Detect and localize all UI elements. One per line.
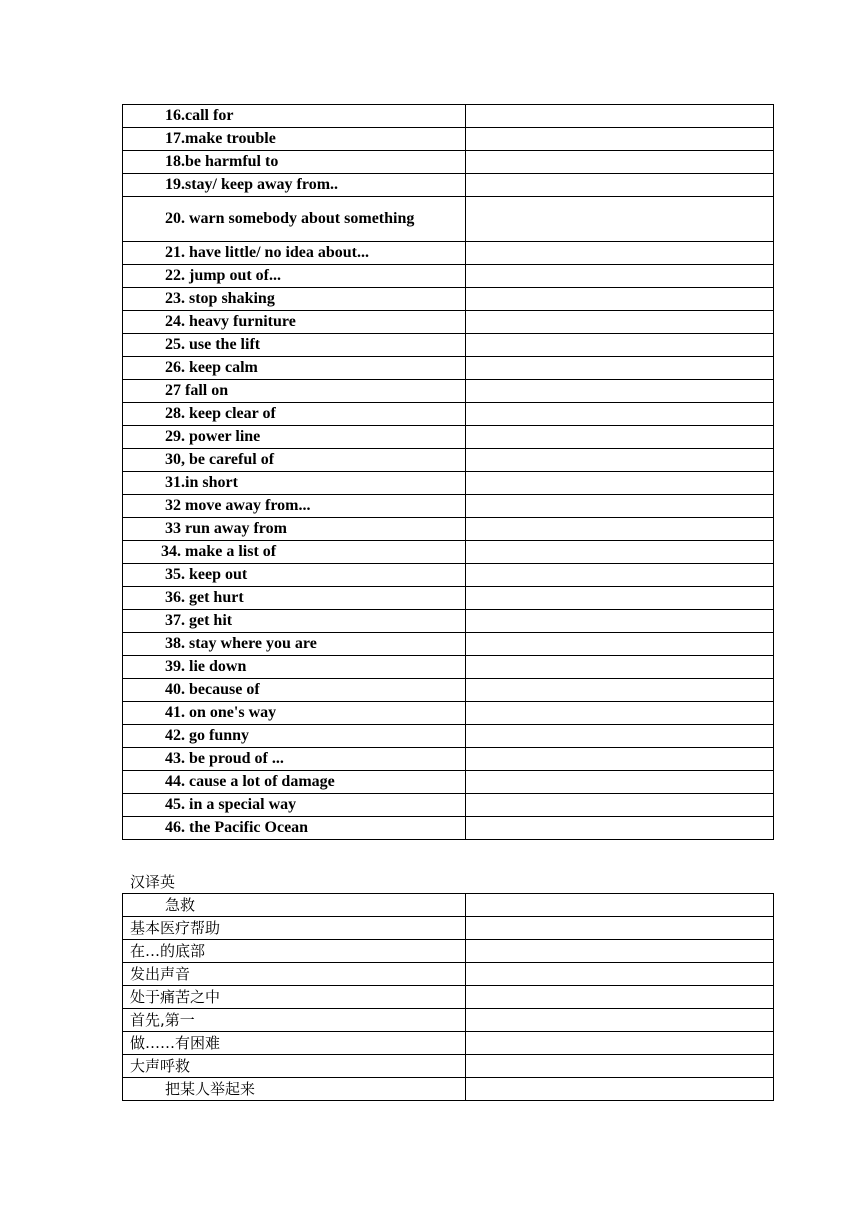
answer-cell[interactable]	[466, 128, 774, 151]
phrase-cell: 35. keep out	[123, 564, 466, 587]
phrase-cell: 18.be harmful to	[123, 151, 466, 174]
phrase-cell: 30, be careful of	[123, 449, 466, 472]
table-row	[123, 817, 774, 840]
answer-cell[interactable]	[466, 541, 774, 564]
phrase-cell: 42. go funny	[123, 725, 466, 748]
answer-cell[interactable]	[466, 151, 774, 174]
phrase-cell: 45. in a special way	[123, 794, 466, 817]
table-row	[123, 610, 774, 633]
table-row	[123, 894, 774, 917]
phrase-cell: 24. heavy furniture	[123, 311, 466, 334]
phrase-cell: 17.make trouble	[123, 128, 466, 151]
answer-cell[interactable]	[466, 917, 774, 940]
answer-cell[interactable]	[466, 1055, 774, 1078]
phrase-table-chinese	[122, 893, 774, 1101]
answer-cell[interactable]	[466, 197, 774, 242]
phrase-cell: 16.call for	[123, 105, 466, 128]
answer-cell[interactable]	[466, 357, 774, 380]
table-row	[123, 771, 774, 794]
answer-cell[interactable]	[466, 986, 774, 1009]
phrase-cell: 发出声音	[123, 963, 466, 986]
phrase-cell: 41. on one's way	[123, 702, 466, 725]
table-row	[123, 1009, 774, 1032]
phrase-cell: 38. stay where you are	[123, 633, 466, 656]
answer-cell[interactable]	[466, 1009, 774, 1032]
phrase-cell: 43. be proud of ...	[123, 748, 466, 771]
phrase-cell: 22. jump out of...	[123, 265, 466, 288]
answer-cell[interactable]	[466, 748, 774, 771]
table-row	[123, 449, 774, 472]
answer-cell[interactable]	[466, 587, 774, 610]
phrase-cell: 20. warn somebody about something	[123, 197, 466, 242]
table-row	[123, 917, 774, 940]
answer-cell[interactable]	[466, 518, 774, 541]
phrase-cell: 23. stop shaking	[123, 288, 466, 311]
table-row	[123, 197, 774, 242]
table-row	[123, 794, 774, 817]
table-row	[123, 963, 774, 986]
answer-cell[interactable]	[466, 449, 774, 472]
phrase-cell: 34. make a list of	[123, 541, 466, 564]
answer-cell[interactable]	[466, 426, 774, 449]
phrase-cell: 做……有困难	[123, 1032, 466, 1055]
table-row	[123, 495, 774, 518]
phrase-cell: 急救	[123, 894, 466, 917]
answer-cell[interactable]	[466, 334, 774, 357]
table-row	[123, 1078, 774, 1101]
table-row	[123, 702, 774, 725]
table-row	[123, 633, 774, 656]
table-row	[123, 403, 774, 426]
table-row	[123, 426, 774, 449]
phrase-cell: 36. get hurt	[123, 587, 466, 610]
phrase-cell: 21. have little/ no idea about...	[123, 242, 466, 265]
phrase-cell: 在…的底部	[123, 940, 466, 963]
answer-cell[interactable]	[466, 564, 774, 587]
phrase-cell: 28. keep clear of	[123, 403, 466, 426]
phrase-cell: 大声呼救	[123, 1055, 466, 1078]
answer-cell[interactable]	[466, 771, 774, 794]
table-row	[123, 105, 774, 128]
answer-cell[interactable]	[466, 105, 774, 128]
answer-cell[interactable]	[466, 311, 774, 334]
phrase-cell: 25. use the lift	[123, 334, 466, 357]
phrase-cell: 44. cause a lot of damage	[123, 771, 466, 794]
phrase-cell: 37. get hit	[123, 610, 466, 633]
table-row	[123, 986, 774, 1009]
table-row	[123, 380, 774, 403]
table-row	[123, 265, 774, 288]
phrase-cell: 把某人举起来	[123, 1078, 466, 1101]
phrase-cell: 40. because of	[123, 679, 466, 702]
answer-cell[interactable]	[466, 1078, 774, 1101]
phrase-cell: 46. the Pacific Ocean	[123, 817, 466, 840]
table-row	[123, 748, 774, 771]
answer-cell[interactable]	[466, 265, 774, 288]
table-row	[123, 587, 774, 610]
table-row	[123, 940, 774, 963]
answer-cell[interactable]	[466, 817, 774, 840]
answer-cell[interactable]	[466, 656, 774, 679]
table-row	[123, 564, 774, 587]
table-row	[123, 334, 774, 357]
phrase-table-english	[122, 104, 774, 840]
table-row	[123, 679, 774, 702]
table-row	[123, 1055, 774, 1078]
table-row	[123, 656, 774, 679]
answer-cell[interactable]	[466, 894, 774, 917]
table-row	[123, 518, 774, 541]
table-row	[123, 725, 774, 748]
phrase-cell: 27 fall on	[123, 380, 466, 403]
answer-cell[interactable]	[466, 679, 774, 702]
answer-cell[interactable]	[466, 940, 774, 963]
phrase-cell: 29. power line	[123, 426, 466, 449]
phrase-cell: 首先,第一	[123, 1009, 466, 1032]
table-row	[123, 242, 774, 265]
answer-cell[interactable]	[466, 472, 774, 495]
answer-cell[interactable]	[466, 242, 774, 265]
table-row	[123, 288, 774, 311]
phrase-cell: 26. keep calm	[123, 357, 466, 380]
table-row	[123, 174, 774, 197]
phrase-cell: 31.in short	[123, 472, 466, 495]
section-label-cn-to-en: 汉译英	[130, 873, 176, 891]
phrase-cell: 32 move away from...	[123, 495, 466, 518]
answer-cell[interactable]	[466, 702, 774, 725]
answer-cell[interactable]	[466, 495, 774, 518]
answer-cell[interactable]	[466, 963, 774, 986]
phrase-cell: 39. lie down	[123, 656, 466, 679]
answer-cell[interactable]	[466, 633, 774, 656]
answer-cell[interactable]	[466, 403, 774, 426]
phrase-cell: 19.stay/ keep away from..	[123, 174, 466, 197]
answer-cell[interactable]	[466, 1032, 774, 1055]
phrase-cell: 基本医疗帮助	[123, 917, 466, 940]
answer-cell[interactable]	[466, 174, 774, 197]
table-row	[123, 472, 774, 495]
answer-cell[interactable]	[466, 725, 774, 748]
answer-cell[interactable]	[466, 794, 774, 817]
answer-cell[interactable]	[466, 380, 774, 403]
table-row	[123, 311, 774, 334]
phrase-cell: 33 run away from	[123, 518, 466, 541]
table-row	[123, 357, 774, 380]
answer-cell[interactable]	[466, 610, 774, 633]
answer-cell[interactable]	[466, 288, 774, 311]
table-row	[123, 128, 774, 151]
table-row	[123, 1032, 774, 1055]
table-row	[123, 151, 774, 174]
table-row	[123, 541, 774, 564]
phrase-cell: 处于痛苦之中	[123, 986, 466, 1009]
